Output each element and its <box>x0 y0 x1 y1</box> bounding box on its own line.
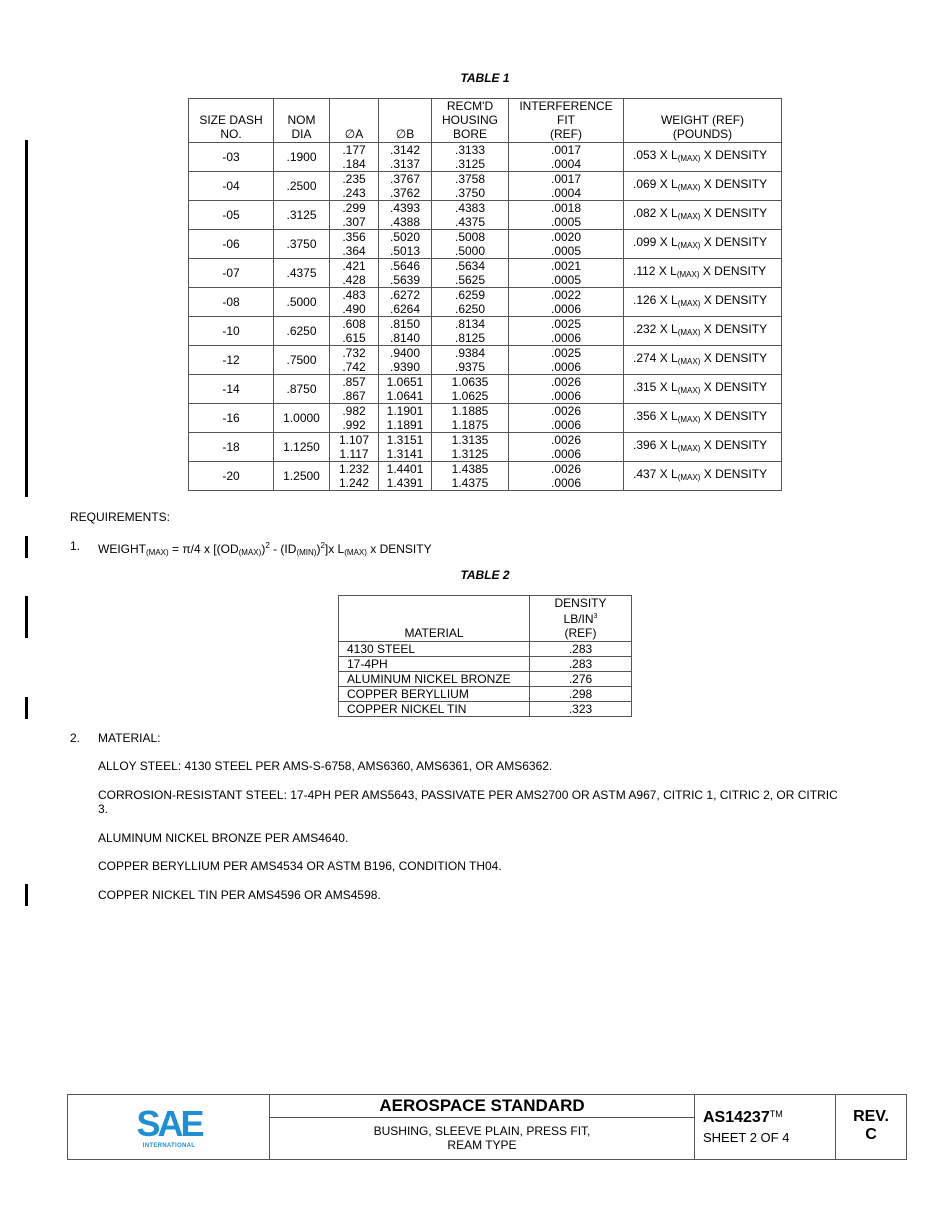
revision-bar <box>25 884 28 906</box>
cell-weight: .232 X $L_{(MAX)}$ X DENSITY <box>624 317 782 346</box>
cell-diameter-a: .982 .992 <box>330 404 379 433</box>
table1-row <box>189 259 782 288</box>
cell-dash: -04 <box>189 172 274 201</box>
cell-weight: .396 X $L_{(MAX)}$ X DENSITY <box>624 433 782 462</box>
cell-diameter-b: .3767 .3762 <box>379 172 432 201</box>
cell-dash: -12 <box>189 346 274 375</box>
cell-weight: .315 X $L_{(MAX)}$ X DENSITY <box>624 375 782 404</box>
cell-density: .276 <box>530 672 632 687</box>
cell-interference-fit: .0026 .0006 <box>509 433 624 462</box>
cell-density: .283 <box>530 642 632 657</box>
revision-bar <box>25 697 28 719</box>
cell-interference-fit: .0017 .0004 <box>509 172 624 201</box>
cell-dash: -03 <box>189 143 274 172</box>
standard-title: AEROSPACE STANDARD <box>270 1095 694 1118</box>
header-housing-bore: RECM'D HOUSING BORE <box>432 99 509 143</box>
table2 <box>338 595 632 717</box>
revision-bar <box>25 140 28 497</box>
table1-row <box>189 201 782 230</box>
cell-dash: -10 <box>189 317 274 346</box>
table1-row <box>189 462 782 491</box>
table1-row <box>189 317 782 346</box>
revision-bar <box>25 536 28 558</box>
table2-row <box>339 657 632 672</box>
cell-interference-fit: .0021 .0005 <box>509 259 624 288</box>
revision-value: C <box>865 1126 877 1143</box>
title-block <box>67 1094 907 1160</box>
document-number: AS14237™ <box>703 1109 783 1126</box>
table1-caption: TABLE 1 <box>460 71 510 85</box>
table1-row <box>189 172 782 201</box>
logo-cell <box>68 1095 270 1159</box>
header-diameter-b: ∅B <box>379 99 432 143</box>
cell-housing-bore: .5008 .5000 <box>432 230 509 259</box>
cell-nom-dia: .7500 <box>274 346 330 375</box>
table2-row <box>339 702 632 717</box>
cell-nom-dia: .6250 <box>274 317 330 346</box>
cell-diameter-a: .177 .184 <box>330 143 379 172</box>
header-density: DENSITY $LB/IN^3$ (REF) <box>530 596 632 642</box>
table1-row <box>189 143 782 172</box>
cell-interference-fit: .0025 .0006 <box>509 317 624 346</box>
cell-density: .298 <box>530 687 632 702</box>
cell-nom-dia: 1.2500 <box>274 462 330 491</box>
cell-diameter-a: .857 .867 <box>330 375 379 404</box>
cell-dash: -08 <box>189 288 274 317</box>
cell-weight: .274 X $L_{(MAX)}$ X DENSITY <box>624 346 782 375</box>
table1-row <box>189 230 782 259</box>
sheet-number: SHEET 2 OF 4 <box>703 1130 790 1145</box>
cell-nom-dia: .5000 <box>274 288 330 317</box>
table2-row <box>339 687 632 702</box>
header-material: MATERIAL <box>339 596 530 642</box>
cell-weight: .437 X $L_{(MAX)}$ X DENSITY <box>624 462 782 491</box>
material-paragraph: ALUMINUM NICKEL BRONZE PER AMS4640. <box>98 831 349 845</box>
material-heading: MATERIAL: <box>98 731 161 745</box>
cell-material: COPPER NICKEL TIN <box>339 702 530 717</box>
cell-diameter-a: .608 .615 <box>330 317 379 346</box>
cell-nom-dia: .2500 <box>274 172 330 201</box>
cell-diameter-a: .421 .428 <box>330 259 379 288</box>
cell-housing-bore: .6259 .6250 <box>432 288 509 317</box>
document-title: BUSHING, SLEEVE PLAIN, PRESS FIT, REAM TYPE <box>373 1124 591 1152</box>
cell-nom-dia: .8750 <box>274 375 330 404</box>
table1-row <box>189 288 782 317</box>
doc-number-cell <box>695 1095 836 1159</box>
cell-density: .283 <box>530 657 632 672</box>
header-weight: WEIGHT (REF) (POUNDS) <box>624 99 782 143</box>
cell-weight: .112 X $L_{(MAX)}$ X DENSITY <box>624 259 782 288</box>
cell-diameter-a: .356 .364 <box>330 230 379 259</box>
cell-diameter-a: .299 .307 <box>330 201 379 230</box>
cell-housing-bore: 1.4385 1.4375 <box>432 462 509 491</box>
cell-interference-fit: .0018 .0005 <box>509 201 624 230</box>
cell-diameter-a: .483 .490 <box>330 288 379 317</box>
cell-weight: .356 X $L_{(MAX)}$ X DENSITY <box>624 404 782 433</box>
revision-label: REV. <box>853 1108 889 1125</box>
material-number: 2. <box>70 731 81 745</box>
cell-interference-fit: .0026 .0006 <box>509 375 624 404</box>
cell-housing-bore: .3133 .3125 <box>432 143 509 172</box>
cell-dash: -07 <box>189 259 274 288</box>
header-size-dash-no: SIZE DASH NO. <box>189 99 274 143</box>
cell-diameter-b: 1.0651 1.0641 <box>379 375 432 404</box>
material-paragraph: COPPER NICKEL TIN PER AMS4596 OR AMS4598. <box>98 888 381 902</box>
cell-weight: .053 X $L_{(MAX)}$ X DENSITY <box>624 143 782 172</box>
cell-housing-bore: .4383 .4375 <box>432 201 509 230</box>
cell-weight: .069 X $L_{(MAX)}$ X DENSITY <box>624 172 782 201</box>
cell-housing-bore: .3758 .3750 <box>432 172 509 201</box>
cell-diameter-a: 1.232 1.242 <box>330 462 379 491</box>
table1 <box>188 98 782 491</box>
cell-weight: .099 X $L_{(MAX)}$ X DENSITY <box>624 230 782 259</box>
cell-dash: -16 <box>189 404 274 433</box>
cell-nom-dia: .3750 <box>274 230 330 259</box>
cell-housing-bore: 1.0635 1.0625 <box>432 375 509 404</box>
table1-row <box>189 346 782 375</box>
cell-housing-bore: 1.3135 1.3125 <box>432 433 509 462</box>
table1-row <box>189 433 782 462</box>
cell-dash: -18 <box>189 433 274 462</box>
requirement-1-number: 1. <box>70 539 81 553</box>
cell-nom-dia: .1900 <box>274 143 330 172</box>
cell-housing-bore: .9384 .9375 <box>432 346 509 375</box>
cell-nom-dia: .4375 <box>274 259 330 288</box>
header-diameter-a: ∅A <box>330 99 379 143</box>
cell-interference-fit: .0022 .0006 <box>509 288 624 317</box>
cell-dash: -06 <box>189 230 274 259</box>
cell-diameter-a: 1.107 1.117 <box>330 433 379 462</box>
cell-nom-dia: 1.1250 <box>274 433 330 462</box>
table1-row <box>189 404 782 433</box>
cell-diameter-b: .8150 .8140 <box>379 317 432 346</box>
cell-weight: .126 X $L_{(MAX)}$ X DENSITY <box>624 288 782 317</box>
cell-nom-dia: 1.0000 <box>274 404 330 433</box>
material-paragraph: COPPER BERYLLIUM PER AMS4534 OR ASTM B196, CONDITION TH04. <box>98 859 502 873</box>
table2-row <box>339 672 632 687</box>
title-cell <box>270 1095 695 1159</box>
cell-material: ALUMINUM NICKEL BRONZE <box>339 672 530 687</box>
material-paragraph: CORROSION-RESISTANT STEEL: 17-4PH PER AMS5643, PASSIVATE PER AMS2700 OR ASTM A967, CITRIC 1, CITRIC 2, OR CITRIC 3. <box>98 788 838 816</box>
cell-dash: -20 <box>189 462 274 491</box>
cell-interference-fit: .0017 .0004 <box>509 143 624 172</box>
cell-diameter-b: .3142 .3137 <box>379 143 432 172</box>
cell-interference-fit: .0025 .0006 <box>509 346 624 375</box>
cell-nom-dia: .3125 <box>274 201 330 230</box>
cell-diameter-b: 1.3151 1.3141 <box>379 433 432 462</box>
cell-weight: .082 X $L_{(MAX)}$ X DENSITY <box>624 201 782 230</box>
table2-row <box>339 642 632 657</box>
cell-diameter-b: .4393 .4388 <box>379 201 432 230</box>
cell-interference-fit: .0026 .0006 <box>509 404 624 433</box>
cell-housing-bore: .8134 .8125 <box>432 317 509 346</box>
cell-diameter-b: 1.4401 1.4391 <box>379 462 432 491</box>
cell-material: COPPER BERYLLIUM <box>339 687 530 702</box>
cell-density: .323 <box>530 702 632 717</box>
cell-interference-fit: .0026 .0006 <box>509 462 624 491</box>
table1-row <box>189 375 782 404</box>
cell-diameter-a: .235 .243 <box>330 172 379 201</box>
cell-diameter-a: .732 .742 <box>330 346 379 375</box>
material-paragraph: ALLOY STEEL: 4130 STEEL PER AMS-S-6758, AMS6360, AMS6361, OR AMS6362. <box>98 759 553 773</box>
cell-diameter-b: .5020 .5013 <box>379 230 432 259</box>
cell-interference-fit: .0020 .0005 <box>509 230 624 259</box>
revision-bar <box>25 596 28 638</box>
cell-diameter-b: .5646 .5639 <box>379 259 432 288</box>
cell-dash: -05 <box>189 201 274 230</box>
header-interference-fit: INTERFERENCE FIT (REF) <box>509 99 624 143</box>
weight-formula: $WEIGHT_{(MAX)} = \pi/4$ x $[(OD_{(MAX)})^2 - (ID_{(MIN)})^2]x$ $L_{(MAX)}$ x DENSITY <box>98 541 432 557</box>
cell-diameter-b: .6272 .6264 <box>379 288 432 317</box>
cell-housing-bore: 1.1885 1.1875 <box>432 404 509 433</box>
cell-diameter-b: .9400 .9390 <box>379 346 432 375</box>
cell-material: 4130 STEEL <box>339 642 530 657</box>
table2-caption: TABLE 2 <box>460 568 510 582</box>
cell-material: 17-4PH <box>339 657 530 672</box>
sae-logo: SAE INTERNATIONAL <box>136 1103 202 1149</box>
header-nom-dia: NOM DIA <box>274 99 330 143</box>
revision-cell <box>836 1095 906 1159</box>
cell-dash: -14 <box>189 375 274 404</box>
requirements-heading: REQUIREMENTS: <box>70 510 171 524</box>
cell-housing-bore: .5634 .5625 <box>432 259 509 288</box>
cell-diameter-b: 1.1901 1.1891 <box>379 404 432 433</box>
